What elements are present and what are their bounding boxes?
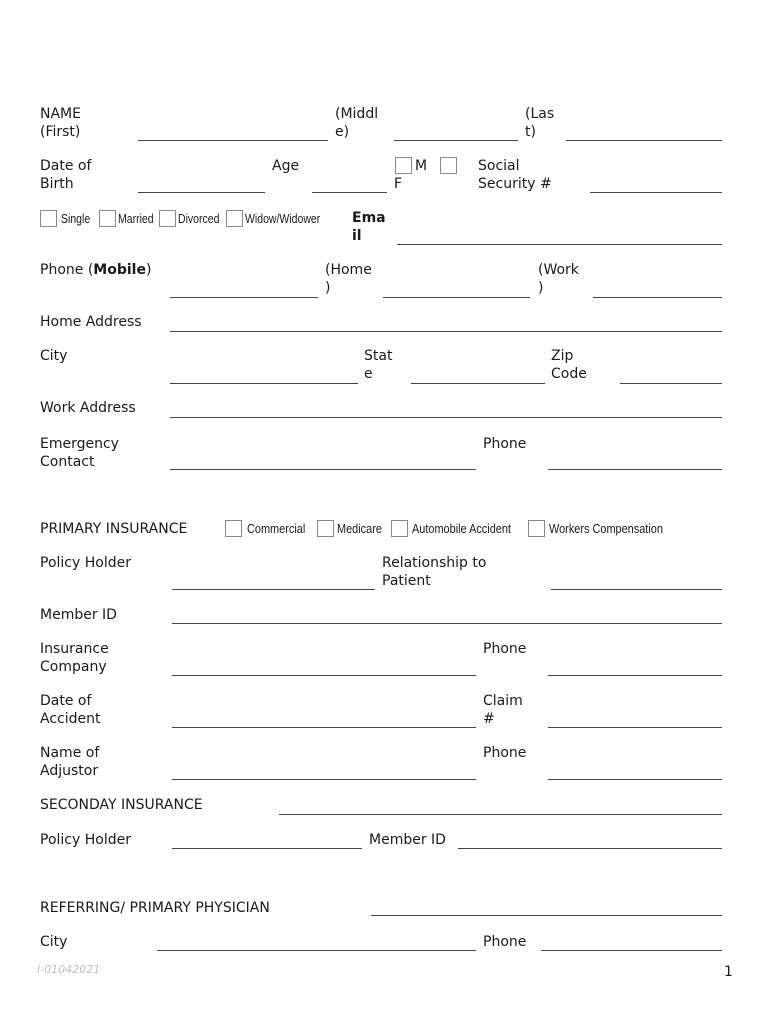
age-field[interactable] bbox=[312, 192, 387, 193]
company-phone-label: Phone bbox=[483, 641, 527, 657]
company-phone-field[interactable] bbox=[548, 675, 722, 676]
physician-phone-label: Phone bbox=[483, 934, 527, 950]
last-name-label: (Las t) bbox=[525, 106, 555, 140]
workers-comp-checkbox[interactable] bbox=[528, 520, 545, 537]
sex-m-label: M bbox=[415, 158, 428, 174]
auto-accident-checkbox[interactable] bbox=[391, 520, 408, 537]
married-label: Married bbox=[118, 212, 154, 226]
adjustor-field[interactable] bbox=[172, 779, 476, 780]
accident-date-label: Date of Accident bbox=[40, 693, 101, 727]
widow-label: Widow/Widower bbox=[245, 212, 321, 226]
medicare-label: Medicare bbox=[337, 521, 382, 536]
emergency-contact-field[interactable] bbox=[170, 469, 476, 470]
physician-heading: REFERRING/ PRIMARY PHYSICIAN bbox=[40, 900, 270, 916]
single-label: Single bbox=[61, 212, 91, 226]
middle-name-label: (Middl e) bbox=[335, 106, 379, 140]
member-id-label: Member ID bbox=[40, 607, 117, 623]
emergency-phone-label: Phone bbox=[483, 436, 527, 452]
secondary-policy-holder-label: Policy Holder bbox=[40, 832, 131, 848]
secondary-insurance-heading: SECONDAY INSURANCE bbox=[40, 797, 203, 813]
page-number: 1 bbox=[724, 964, 733, 980]
emergency-phone-field[interactable] bbox=[548, 469, 722, 470]
commercial-label: Commercial bbox=[247, 521, 306, 536]
mobile-phone-label: Phone (Mobile) bbox=[40, 262, 152, 278]
divorced-label: Divorced bbox=[178, 212, 220, 226]
work-address-label: Work Address bbox=[40, 400, 136, 416]
workers-comp-label: Workers Compensation bbox=[549, 521, 663, 536]
policy-holder-field[interactable] bbox=[172, 589, 375, 590]
secondary-policy-holder-field[interactable] bbox=[172, 848, 362, 849]
relationship-label: Relationship to Patient bbox=[382, 555, 487, 589]
state-label: Stat e bbox=[364, 348, 393, 382]
state-field[interactable] bbox=[411, 383, 545, 384]
physician-city-label: City bbox=[40, 934, 68, 950]
first-name-label: NAME (First) bbox=[40, 106, 81, 140]
physician-city-field[interactable] bbox=[157, 950, 476, 951]
sex-m-checkbox[interactable] bbox=[395, 157, 412, 174]
last-name-field[interactable] bbox=[566, 140, 722, 141]
divorced-checkbox[interactable] bbox=[159, 210, 176, 227]
secondary-insurance-field[interactable] bbox=[279, 814, 722, 815]
zip-label: Zip Code bbox=[551, 348, 587, 382]
email-label: Ema il bbox=[352, 210, 386, 244]
insurance-company-label: Insurance Company bbox=[40, 641, 109, 675]
accident-date-field[interactable] bbox=[172, 727, 476, 728]
zip-field[interactable] bbox=[620, 383, 722, 384]
relationship-field[interactable] bbox=[551, 589, 722, 590]
widow-checkbox[interactable] bbox=[226, 210, 243, 227]
city-field[interactable] bbox=[170, 383, 358, 384]
auto-accident-label: Automobile Accident bbox=[412, 521, 511, 536]
primary-insurance-heading: PRIMARY INSURANCE bbox=[40, 521, 188, 537]
married-checkbox[interactable] bbox=[99, 210, 116, 227]
claim-label: Claim # bbox=[483, 693, 523, 727]
claim-field[interactable] bbox=[548, 727, 722, 728]
dob-field[interactable] bbox=[138, 192, 265, 193]
insurance-company-field[interactable] bbox=[172, 675, 476, 676]
home-phone-field[interactable] bbox=[383, 297, 530, 298]
home-address-label: Home Address bbox=[40, 314, 142, 330]
secondary-member-id-field[interactable] bbox=[458, 848, 722, 849]
adjustor-label: Name of Adjustor bbox=[40, 745, 100, 779]
physician-field[interactable] bbox=[371, 915, 722, 916]
dob-label: Date of Birth bbox=[40, 158, 92, 192]
physician-phone-field[interactable] bbox=[541, 950, 722, 951]
ssn-label: Social Security # bbox=[478, 158, 552, 192]
city-label: City bbox=[40, 348, 68, 364]
work-phone-field[interactable] bbox=[593, 297, 722, 298]
emergency-contact-label: Emergency Contact bbox=[40, 436, 119, 470]
mobile-phone-field[interactable] bbox=[170, 297, 318, 298]
age-label: Age bbox=[272, 158, 300, 174]
work-phone-label: (Work ) bbox=[538, 262, 579, 296]
ssn-field[interactable] bbox=[590, 192, 722, 193]
sex-f-label: F bbox=[394, 176, 403, 192]
adjustor-phone-label: Phone bbox=[483, 745, 527, 761]
email-field[interactable] bbox=[397, 244, 722, 245]
commercial-checkbox[interactable] bbox=[225, 520, 242, 537]
home-phone-label: (Home ) bbox=[325, 262, 372, 296]
home-address-field[interactable] bbox=[170, 331, 722, 332]
secondary-member-id-label: Member ID bbox=[369, 832, 446, 848]
member-id-field[interactable] bbox=[172, 623, 722, 624]
first-name-field[interactable] bbox=[138, 140, 328, 141]
single-checkbox[interactable] bbox=[40, 210, 57, 227]
adjustor-phone-field[interactable] bbox=[548, 779, 722, 780]
policy-holder-label: Policy Holder bbox=[40, 555, 131, 571]
form-id: I-01042021 bbox=[37, 963, 101, 976]
work-address-field[interactable] bbox=[170, 417, 722, 418]
sex-f-checkbox[interactable] bbox=[440, 157, 457, 174]
medicare-checkbox[interactable] bbox=[317, 520, 334, 537]
middle-name-field[interactable] bbox=[394, 140, 518, 141]
